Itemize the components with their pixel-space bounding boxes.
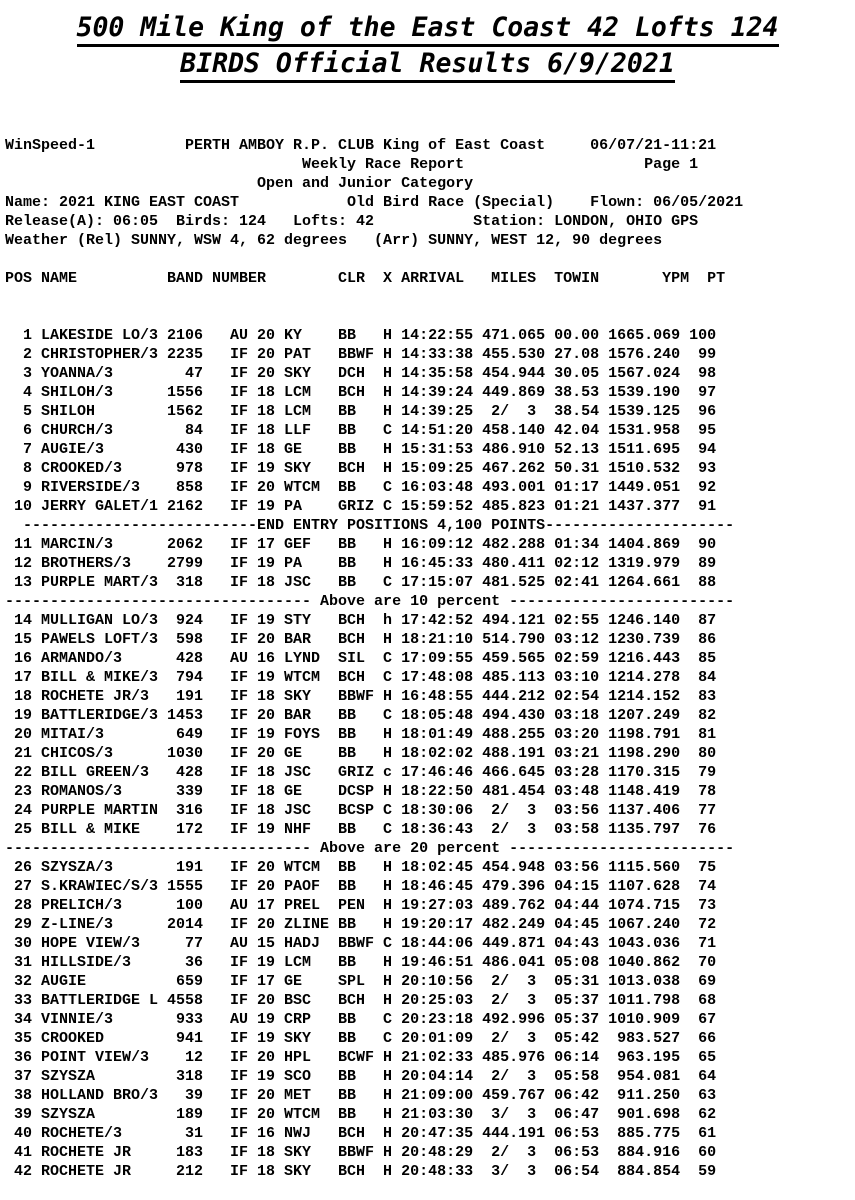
table-row: 25 BILL & MIKE 172 IF 19 NHF BB C 18:36:43 2/ 3 03:58 1135.797 76 bbox=[5, 821, 717, 838]
table-row: 1 LAKESIDE LO/3 2106 AU 20 KY BB H 14:22:55 471.065 00.00 1665.069 100 bbox=[5, 327, 717, 344]
table-row: 26 SZYSZA/3 191 IF 20 WTCM BB H 18:02:45 454.948 03:56 1115.560 75 bbox=[5, 859, 717, 876]
divider-line: ---------------------------------- Above are 20 percent ------------------------- bbox=[5, 840, 735, 857]
table-row: 31 HILLSIDE/3 36 IF 19 LCM BB H 19:46:51 486.041 05:08 1040.862 70 bbox=[5, 954, 717, 971]
table-row: 2 CHRISTOPHER/3 2235 IF 20 PAT BBWF H 14:33:38 455.530 27.08 1576.240 99 bbox=[5, 346, 717, 363]
table-row: 13 PURPLE MART/3 318 IF 18 JSC BB C 17:15:07 481.525 02:41 1264.661 88 bbox=[5, 574, 717, 591]
results-table bbox=[5, 326, 743, 1181]
table-row: 11 MARCIN/3 2062 IF 17 GEF BB H 16:09:12 482.288 01:34 1404.869 90 bbox=[5, 536, 717, 553]
table-row: 10 JERRY GALET/1 2162 IF 19 PA GRIZ C 15:59:52 485.823 01:21 1437.377 91 bbox=[5, 498, 717, 515]
header-line: WinSpeed-1 PERTH AMBOY R.P. CLUB King of East Coast 06/07/21-11:21 bbox=[5, 137, 717, 154]
header-line bbox=[5, 250, 743, 269]
table-row: 35 CROOKED 941 IF 19 SKY BB C 20:01:09 2/ 3 05:42 983.527 66 bbox=[5, 1030, 717, 1047]
table-row: 9 RIVERSIDE/3 858 IF 20 WTCM BB C 16:03:48 493.001 01:17 1449.051 92 bbox=[5, 479, 717, 496]
title-text-2: BIRDS Official Results 6/9/2021 bbox=[180, 48, 675, 83]
divider-line: ---------------------------------- Above are 10 percent ------------------------- bbox=[5, 593, 735, 610]
table-row: 19 BATTLERIDGE/3 1453 IF 20 BAR BB C 18:05:48 494.430 03:18 1207.249 82 bbox=[5, 707, 717, 724]
header-line: Open and Junior Category bbox=[5, 175, 474, 192]
table-row: 42 ROCHETE JR 212 IF 18 SKY BCH H 20:48:33 3/ 3 06:54 884.854 59 bbox=[5, 1163, 717, 1180]
page-title-line-2 bbox=[0, 48, 855, 80]
table-row: 30 HOPE VIEW/3 77 AU 15 HADJ BBWF C 18:44:06 449.871 04:43 1043.036 71 bbox=[5, 935, 717, 952]
header-line: POS NAME BAND NUMBER CLR X ARRIVAL MILES TOWIN YPM PT bbox=[5, 270, 726, 287]
table-row: 37 SZYSZA 318 IF 19 SCO BB H 20:04:14 2/ 3 05:58 954.081 64 bbox=[5, 1068, 717, 1085]
table-row: 18 ROCHETE JR/3 191 IF 18 SKY BBWF H 16:48:55 444.212 02:54 1214.152 83 bbox=[5, 688, 717, 705]
race-report bbox=[5, 98, 743, 1200]
table-row: 21 CHICOS/3 1030 IF 20 GE BB H 18:02:02 488.191 03:21 1198.290 80 bbox=[5, 745, 717, 762]
table-row: 8 CROOKED/3 978 IF 19 SKY BCH H 15:09:25 467.262 50.31 1510.532 93 bbox=[5, 460, 717, 477]
report-header bbox=[5, 136, 743, 288]
table-row: 14 MULLIGAN LO/3 924 IF 19 STY BCH h 17:42:52 494.121 02:55 1246.140 87 bbox=[5, 612, 717, 629]
table-row: 24 PURPLE MARTIN 316 IF 18 JSC BCSP C 18:30:06 2/ 3 03:56 1137.406 77 bbox=[5, 802, 717, 819]
table-row: 12 BROTHERS/3 2799 IF 19 PA BB H 16:45:33 480.411 02:12 1319.979 89 bbox=[5, 555, 717, 572]
table-row: 22 BILL GREEN/3 428 IF 18 JSC GRIZ c 17:46:46 466.645 03:28 1170.315 79 bbox=[5, 764, 717, 781]
header-line: Weekly Race Report Page 1 bbox=[5, 156, 699, 173]
table-row: 7 AUGIE/3 430 IF 18 GE BB H 15:31:53 486.910 52.13 1511.695 94 bbox=[5, 441, 717, 458]
table-row: 28 PRELICH/3 100 AU 17 PREL PEN H 19:27:03 489.762 04:44 1074.715 73 bbox=[5, 897, 717, 914]
header-line: Name: 2021 KING EAST COAST Old Bird Race (Special) Flown: 06/05/2021 bbox=[5, 194, 744, 211]
table-row: 33 BATTLERIDGE L 4558 IF 20 BSC BCH H 20:25:03 2/ 3 05:37 1011.798 68 bbox=[5, 992, 717, 1009]
table-row: 36 POINT VIEW/3 12 IF 20 HPL BCWF H 21:02:33 485.976 06:14 963.195 65 bbox=[5, 1049, 717, 1066]
table-row: 20 MITAI/3 649 IF 19 FOYS BB H 18:01:49 488.255 03:20 1198.791 81 bbox=[5, 726, 717, 743]
table-row: 39 SZYSZA 189 IF 20 WTCM BB H 21:03:30 3/ 3 06:47 901.698 62 bbox=[5, 1106, 717, 1123]
table-row: 40 ROCHETE/3 31 IF 16 NWJ BCH H 20:47:35 444.191 06:53 885.775 61 bbox=[5, 1125, 717, 1142]
table-row: 6 CHURCH/3 84 IF 18 LLF BB C 14:51:20 458.140 42.04 1531.958 95 bbox=[5, 422, 717, 439]
table-row: 27 S.KRAWIEC/S/3 1555 IF 20 PAOF BB H 18:46:45 479.396 04:15 1107.628 74 bbox=[5, 878, 717, 895]
page-title-line-1 bbox=[0, 12, 855, 44]
table-row: 34 VINNIE/3 933 AU 19 CRP BB C 20:23:18 492.996 05:37 1010.909 67 bbox=[5, 1011, 717, 1028]
table-row: 23 ROMANOS/3 339 IF 18 GE DCSP H 18:22:50 481.454 03:48 1148.419 78 bbox=[5, 783, 717, 800]
table-row: 3 YOANNA/3 47 IF 20 SKY DCH H 14:35:58 454.944 30.05 1567.024 98 bbox=[5, 365, 717, 382]
table-row: 29 Z-LINE/3 2014 IF 20 ZLINE BB H 19:20:17 482.249 04:45 1067.240 72 bbox=[5, 916, 717, 933]
table-row: 16 ARMANDO/3 428 AU 16 LYND SIL C 17:09:55 459.565 02:59 1216.443 85 bbox=[5, 650, 717, 667]
table-row: 4 SHILOH/3 1556 IF 18 LCM BCH H 14:39:24 449.869 38.53 1539.190 97 bbox=[5, 384, 717, 401]
table-row: 38 HOLLAND BRO/3 39 IF 20 MET BB H 21:09:00 459.767 06:42 911.250 63 bbox=[5, 1087, 717, 1104]
header-line: Release(A): 06:05 Birds: 124 Lofts: 42 Station: LONDON, OHIO GPS bbox=[5, 213, 699, 230]
header-line: Weather (Rel) SUNNY, WSW 4, 62 degrees (Arr) SUNNY, WEST 12, 90 degrees bbox=[5, 232, 663, 249]
title-text-1: 500 Mile King of the East Coast 42 Lofts 124 bbox=[77, 12, 779, 47]
table-row: 15 PAWELS LOFT/3 598 IF 20 BAR BCH H 18:21:10 514.790 03:12 1230.739 86 bbox=[5, 631, 717, 648]
table-row: 17 BILL & MIKE/3 794 IF 19 WTCM BCH C 17:48:08 485.113 03:10 1214.278 84 bbox=[5, 669, 717, 686]
divider-line: --------------------------END ENTRY POSITIONS 4,100 POINTS--------------------- bbox=[5, 517, 735, 534]
table-row: 5 SHILOH 1562 IF 18 LCM BB H 14:39:25 2/ 3 38.54 1539.125 96 bbox=[5, 403, 717, 420]
table-row: 41 ROCHETE JR 183 IF 18 SKY BBWF H 20:48:29 2/ 3 06:53 884.916 60 bbox=[5, 1144, 717, 1161]
table-row: 32 AUGIE 659 IF 17 GE SPL H 20:10:56 2/ 3 05:31 1013.038 69 bbox=[5, 973, 717, 990]
